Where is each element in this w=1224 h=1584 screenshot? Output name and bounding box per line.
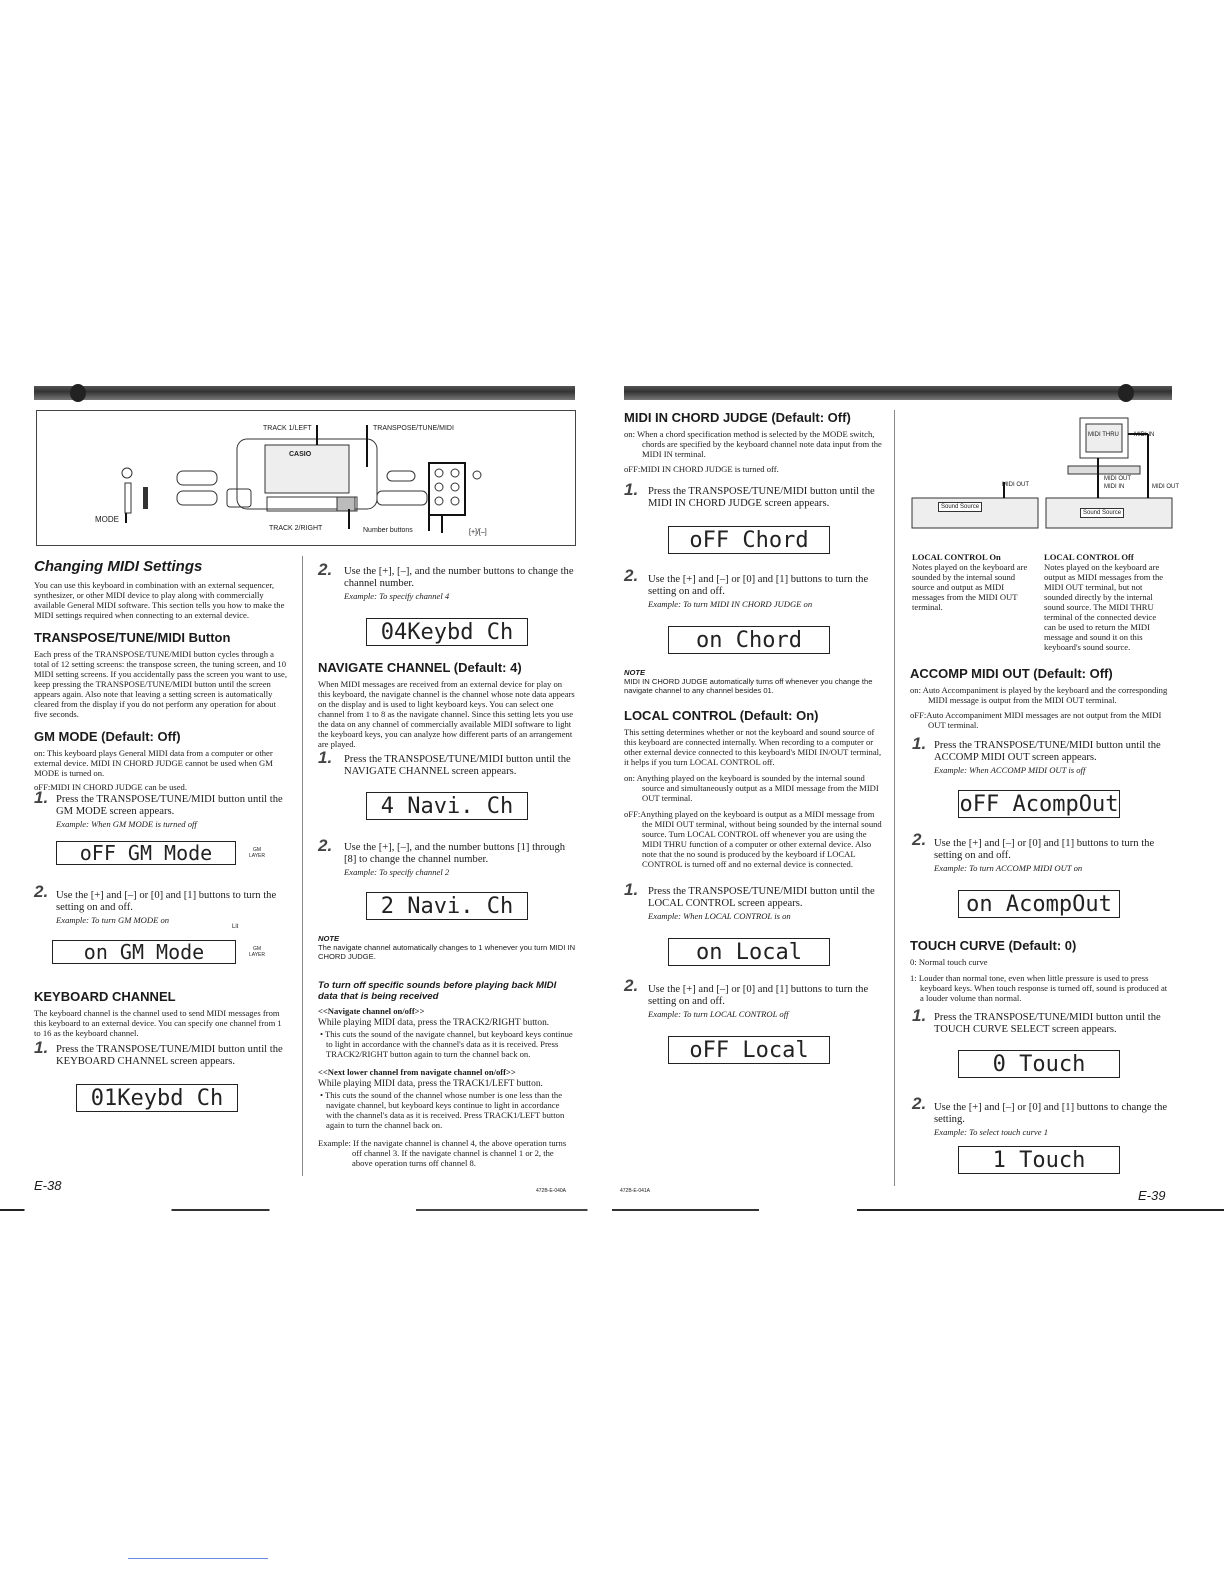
- local-lcd2-text: oFF Local: [689, 1037, 809, 1063]
- label-transpose: TRANSPOSE/TUNE/MIDI: [373, 425, 454, 432]
- kbch-section: [34, 989, 288, 1038]
- step-number: 1.: [624, 480, 639, 499]
- accomp-section: [910, 666, 1172, 730]
- nav-step2-text: Use the [+], [–], and the number buttons [1] through [8] to change the channel number.: [344, 842, 566, 865]
- step-number: 2.: [318, 836, 333, 855]
- touch-lcd1: [958, 1050, 1120, 1078]
- gm-step1: [56, 794, 288, 831]
- header-bar-right: [624, 386, 1172, 400]
- kbch-step2-text: Use the [+], [–], and the number buttons to change the channel number.: [344, 566, 574, 589]
- accomp-step2: [934, 838, 1170, 875]
- chord-note: [624, 668, 882, 695]
- header-bar-left: [34, 386, 575, 400]
- fig-sound-source-a: Sound Source: [938, 502, 982, 512]
- local-body: This setting determines whether or not the keyboard and sound source of this keyboard are connected internally. When recording to a computer or other external device connected to this keyboard's MIDI IN/OUT terminal, it helps if you turn LOCAL CONTROL off.: [624, 727, 882, 767]
- gm-lcd-on: [52, 940, 265, 964]
- gm-ex2: Example: To turn GM MODE on: [56, 915, 170, 925]
- gm-lcd-off-text: oFF GM Mode: [79, 841, 213, 865]
- nav-note: [318, 934, 576, 961]
- local-step2-text: Use the [+] and [–] or [0] and [1] buttons to turn the setting on and off.: [648, 984, 869, 1007]
- nav-lcd1: [366, 792, 528, 820]
- nav-lcd2-text: 2 Navi. Ch: [380, 893, 514, 919]
- accomp-ex2: Example: To turn ACCOMP MIDI OUT on: [934, 863, 1083, 873]
- fig-midi-out-a: MIDI OUT: [1002, 482, 1029, 488]
- step-number: 1.: [912, 1006, 927, 1025]
- nav-lcd2: [366, 892, 528, 920]
- label-number-buttons: Number buttons: [363, 527, 413, 534]
- nav-ex2: Example: To specify channel 2: [344, 867, 450, 877]
- nav-note-title: NOTE: [318, 934, 340, 943]
- turnoff-bullet2: • This cuts the sound of the channel whose number is one less than the navigate channel, but keyboard keys continue to light in accordance with the channel's data as it is received. Press TRACK1/LEFT button again to turn the channel back on.: [320, 1090, 565, 1130]
- chord-step2: [648, 574, 880, 611]
- accomp-lcd1-text: oFF AcompOut: [959, 791, 1119, 817]
- step-number: 2.: [34, 882, 49, 901]
- gm-heading: GM MODE (Default: Off): [34, 729, 181, 744]
- transpose-heading: TRANSPOSE/TUNE/MIDI Button: [34, 630, 231, 645]
- gm-lcd-off-gm: GM: [252, 847, 262, 853]
- gm-lcd-on-indicator: [249, 946, 265, 958]
- turnoff-lead1: While playing MIDI data, press the TRACK2/RIGHT button.: [318, 1018, 550, 1028]
- touch-lcd2-text: 1 Touch: [992, 1147, 1086, 1173]
- chord-lcd2-text: on Chord: [696, 627, 802, 653]
- touch-step2-text: Use the [+] and [–] or [0] and [1] buttons to change the setting.: [934, 1102, 1168, 1125]
- changing-section: [34, 558, 288, 792]
- nav-step2: [344, 842, 578, 879]
- bottom-rule: [0, 1209, 1224, 1211]
- step-number: 1.: [34, 788, 49, 807]
- accomp-step2-text: Use the [+] and [–] or [0] and [1] buttons to turn the setting on and off.: [934, 838, 1155, 861]
- gm-lcd-off-layer: LAYER: [248, 853, 265, 859]
- fig-sound-source-b: Sound Source: [1080, 508, 1124, 518]
- local-off-caption-title: LOCAL CONTROL Off: [1044, 552, 1134, 562]
- bottom-link-line: [128, 1558, 268, 1559]
- local-step1-text: Press the TRANSPOSE/TUNE/MIDI button until the LOCAL CONTROL screen appears.: [648, 886, 875, 909]
- accomp-lcd2: [958, 890, 1120, 918]
- accomp-step1: [934, 740, 1170, 777]
- touch-step1: Press the TRANSPOSE/TUNE/MIDI button until the TOUCH CURVE SELECT screen appears.: [934, 1012, 1161, 1035]
- turnoff-example: Example: If the navigate channel is channel 4, the above operation turns off channel 3. If the navigate channel is channel 1 or 2, the above operation turns off channel 8.: [318, 1138, 567, 1168]
- gm-step2-text: Use the [+] and [–] or [0] and [1] buttons to turn the setting on and off.: [56, 890, 277, 913]
- chord-ex2: Example: To turn MIDI IN CHORD JUDGE on: [648, 599, 813, 609]
- nav-body: When MIDI messages are received from an external device for play on this keyboard, the navigate channel is the channel whose note data appears on the display and is used to light keyboard keys. You can select one channel from 1 to 8 as the navigate channel. Since this setting lets you use the data on any channel of commercially available MIDI software to light the keyboard keys, you can analyze how different parts of an arrangement are played.: [318, 679, 575, 749]
- kbch-lcd2: [366, 618, 528, 646]
- chord-heading: MIDI IN CHORD JUDGE (Default: Off): [624, 410, 851, 425]
- local-on: on: Anything played on the keyboard is sounded by the internal sound source and simultaneously output as a MIDI message from the MIDI OUT terminal.: [624, 773, 879, 803]
- kbch-lcd2-text: 04Keybd Ch: [380, 619, 514, 645]
- local-on-caption-text: Notes played on the keyboard are sounded by the internal sound source and output as MIDI messages from the MIDI OUT terminal.: [912, 562, 1028, 612]
- changing-body: You can use this keyboard in combination with an external sequencer, synthesizer, or other MIDI device to play along with commercially available General MIDI software. This section tells you how to make the MIDI settings required when connecting to an external device.: [34, 580, 285, 620]
- brand-label: CASIO: [289, 451, 312, 458]
- accomp-on: on: Auto Accompaniment is played by the keyboard and the corresponding MIDI message is output from the MIDI OUT terminal.: [910, 685, 1168, 705]
- accomp-ex1: Example: When ACCOMP MIDI OUT is off: [934, 765, 1086, 775]
- chord-lcd1-text: oFF Chord: [689, 527, 809, 553]
- turnoff-section: [318, 980, 576, 1168]
- nav-lcd1-text: 4 Navi. Ch: [380, 793, 514, 819]
- step-number: 1.: [624, 880, 639, 899]
- touch-curve0: 0: Normal touch curve: [910, 957, 988, 967]
- transpose-body: Each press of the TRANSPOSE/TUNE/MIDI button cycles through a total of 12 setting screens: the transpose screen, the tuning screen, and 10 MIDI setting screens. If you accidentally pass the screen you want to use, keep pressing the TRANSPOSE/TUNE/MIDI button until the screen appears again. Also note that leaving a setting screen is automatically cleared from the display if you do not perform any operation for about five seconds.: [34, 649, 287, 719]
- step-number: 2.: [624, 976, 639, 995]
- local-off-caption-text: Notes played on the keyboard are output as MIDI messages from the MIDI OUT terminal, but not sounded directly by the internal sound source. The MIDI THRU terminal of the connected device can be used to return the MIDI message and sound it on this keyboard's sound source.: [1044, 562, 1164, 652]
- accomp-lcd2-text: on AcompOut: [966, 891, 1112, 917]
- accomp-step1-text: Press the TRANSPOSE/TUNE/MIDI button until the ACCOMP MIDI OUT screen appears.: [934, 740, 1161, 763]
- gm-lcd-on-gm: GM: [252, 946, 262, 952]
- kbch-ex2: Example: To specify channel 4: [344, 591, 450, 601]
- page-number-right: E-39: [1138, 1188, 1166, 1203]
- label-plusminus: [+]/[–]: [469, 529, 487, 536]
- local-lcd1: [668, 938, 830, 966]
- kbch-lcd1-text: 01Keybd Ch: [90, 1085, 224, 1111]
- touch-heading: TOUCH CURVE (Default: 0): [910, 938, 1077, 953]
- page-number-left: E-38: [34, 1178, 62, 1193]
- step-number: 2.: [912, 830, 927, 849]
- kbch-heading: KEYBOARD CHANNEL: [34, 989, 176, 1004]
- touch-lcd1-text: 0 Touch: [992, 1051, 1086, 1077]
- fig-midi-out-b: MIDI OUT: [1104, 476, 1131, 482]
- local-figure: [908, 414, 1180, 532]
- accomp-heading: ACCOMP MIDI OUT (Default: Off): [910, 666, 1113, 681]
- kbch-body: The keyboard channel is the channel used to send MIDI messages from this keyboard to an external device. You can specify one channel from 1 to 16 as the keyboard channel.: [34, 1008, 282, 1038]
- gm-lcd-off-indicator: [249, 847, 265, 859]
- code-left: 472B-E-040A: [536, 1188, 567, 1194]
- label-track1: TRACK 1/LEFT: [263, 425, 312, 432]
- lit-label: Lit: [232, 924, 239, 930]
- header-tab-right: [1118, 384, 1134, 402]
- fig-midi-thru: MIDI THRU: [1088, 432, 1119, 438]
- chord-note-text: MIDI IN CHORD JUDGE automatically turns off whenever you change the navigate channel to any channel besides 01.: [624, 677, 873, 695]
- kbch-step1: Press the TRANSPOSE/TUNE/MIDI button until the KEYBOARD CHANNEL screen appears.: [56, 1044, 283, 1067]
- page-title: Changing MIDI Settings: [34, 558, 203, 575]
- label-track2: TRACK 2/RIGHT: [269, 525, 323, 532]
- turnoff-sub2: <<Next lower channel from navigate channel on/off>>: [318, 1067, 516, 1077]
- step-number: 1.: [912, 734, 927, 753]
- chord-lcd1: [668, 526, 830, 554]
- chord-step1: Press the TRANSPOSE/TUNE/MIDI button until the MIDI IN CHORD JUDGE screen appears.: [648, 486, 875, 509]
- local-heading: LOCAL CONTROL (Default: On): [624, 708, 819, 723]
- local-on-caption: [912, 552, 1036, 612]
- chord-on: on: When a chord specification method is selected by the MODE switch, chords are specified by the keyboard channel note data input from the MIDI IN terminal.: [624, 429, 882, 459]
- turnoff-lead2: While playing MIDI data, press the TRACK1/LEFT button.: [318, 1079, 543, 1089]
- chord-note-title: NOTE: [624, 668, 646, 677]
- nav-step1: Press the TRANSPOSE/TUNE/MIDI button until the NAVIGATE CHANNEL screen appears.: [344, 754, 571, 777]
- kbch-step2: [344, 566, 578, 603]
- step-number: 1.: [318, 748, 333, 767]
- nav-section: [318, 660, 576, 749]
- step-number: 1.: [34, 1038, 49, 1057]
- local-ex2: Example: To turn LOCAL CONTROL off: [648, 1009, 789, 1019]
- fig-midi-in-b: MIDI IN: [1104, 484, 1125, 490]
- chord-off: oFF:MIDI IN CHORD JUDGE is turned off.: [624, 464, 779, 474]
- local-ex1: Example: When LOCAL CONTROL is on: [648, 911, 791, 921]
- code-right: 472B-E-041A: [620, 1188, 651, 1194]
- column-rule: [302, 556, 303, 1176]
- nav-note-text: The navigate channel automatically changes to 1 whenever you turn MIDI IN CHORD JUDGE.: [318, 943, 576, 961]
- touch-curve1: 1: Louder than normal tone, even when little pressure is used to press keyboard keys. When touch response is turned off, sound is produced at a louder volume than normal.: [910, 973, 1168, 1003]
- local-off: oFF:Anything played on the keyboard is output as a MIDI message from the MIDI OUT terminal, without being sounded by the internal sound source. Turn LOCAL CONTROL off whenever you are using the MIDI THRU function of a computer or other external device. Also note that the no sound is produced by the keyboard if LOCAL CONTROL is turned off and no external device is connected.: [624, 809, 882, 869]
- local-step2: [648, 984, 880, 1021]
- fig-midi-in-a: MIDI IN: [1134, 432, 1155, 438]
- touch-section: [910, 938, 1172, 1003]
- local-on-caption-title: LOCAL CONTROL On: [912, 552, 1001, 562]
- chord-lcd2: [668, 626, 830, 654]
- turnoff-bullet1: • This cuts the sound of the navigate channel, but keyboard keys continue to light in accordance with the channel's data as it is received. Press TRACK2/RIGHT button again to turn the channel back on.: [320, 1029, 573, 1059]
- gm-step2: [56, 890, 288, 927]
- touch-step2: [934, 1102, 1170, 1139]
- gm-step1-text: Press the TRANSPOSE/TUNE/MIDI button until the GM MODE screen appears.: [56, 794, 283, 817]
- column-rule: [894, 410, 895, 1186]
- turnoff-sub1: <<Navigate channel on/off>>: [318, 1006, 425, 1016]
- step-number: 2.: [912, 1094, 927, 1113]
- header-tab-left: [70, 384, 86, 402]
- local-lcd2: [668, 1036, 830, 1064]
- keyboard-diagram: [36, 410, 576, 546]
- touch-lcd2: [958, 1146, 1120, 1174]
- chord-section: [624, 410, 882, 474]
- gm-ex1: Example: When GM MODE is turned off: [56, 819, 197, 829]
- chord-step2-text: Use the [+] and [–] or [0] and [1] buttons to turn the setting on and off.: [648, 574, 869, 597]
- step-number: 2.: [318, 560, 333, 579]
- gm-on: on: This keyboard plays General MIDI data from a computer or other external device. MIDI IN CHORD JUDGE cannot be used when GM MODE is turned on.: [34, 748, 273, 778]
- accomp-lcd1: [958, 790, 1120, 818]
- accomp-off: oFF:Auto Accompaniment MIDI messages are not output from the MIDI OUT terminal.: [910, 710, 1162, 730]
- local-lcd1-text: on Local: [696, 939, 802, 965]
- local-off-caption: [1044, 552, 1170, 652]
- fig-midi-out-c: MIDI OUT: [1152, 484, 1179, 490]
- label-mode: MODE: [95, 515, 119, 524]
- gm-lcd-off: [56, 841, 265, 865]
- step-number: 2.: [624, 566, 639, 585]
- nav-heading: NAVIGATE CHANNEL (Default: 4): [318, 660, 522, 675]
- local-step1: [648, 886, 880, 923]
- local-section: [624, 708, 882, 869]
- touch-ex2: Example: To select touch curve 1: [934, 1127, 1048, 1137]
- turnoff-bullet1-text: This cuts the sound of the navigate channel, but keyboard keys continue to light in accordance with the channel's data as it is received. Press TRACK2/RIGHT button again to turn the channel back on.: [325, 1029, 573, 1059]
- turnoff-bullet2-text: This cuts the sound of the channel whose number is one less than the navigate channel, but keyboard keys continue to light in accordance with the channel's data as it is received. Press TRACK1/LEFT button again to turn the channel back on.: [325, 1090, 565, 1130]
- kbch-lcd1: [76, 1084, 238, 1112]
- turnoff-heading: To turn off specific sounds before playing back MIDI data that is being received: [318, 980, 557, 1002]
- gm-lcd-on-text: on GM Mode: [83, 940, 205, 964]
- gm-lcd-on-layer: LAYER: [248, 952, 265, 958]
- gm-off: oFF:MIDI IN CHORD JUDGE can be used.: [34, 782, 188, 792]
